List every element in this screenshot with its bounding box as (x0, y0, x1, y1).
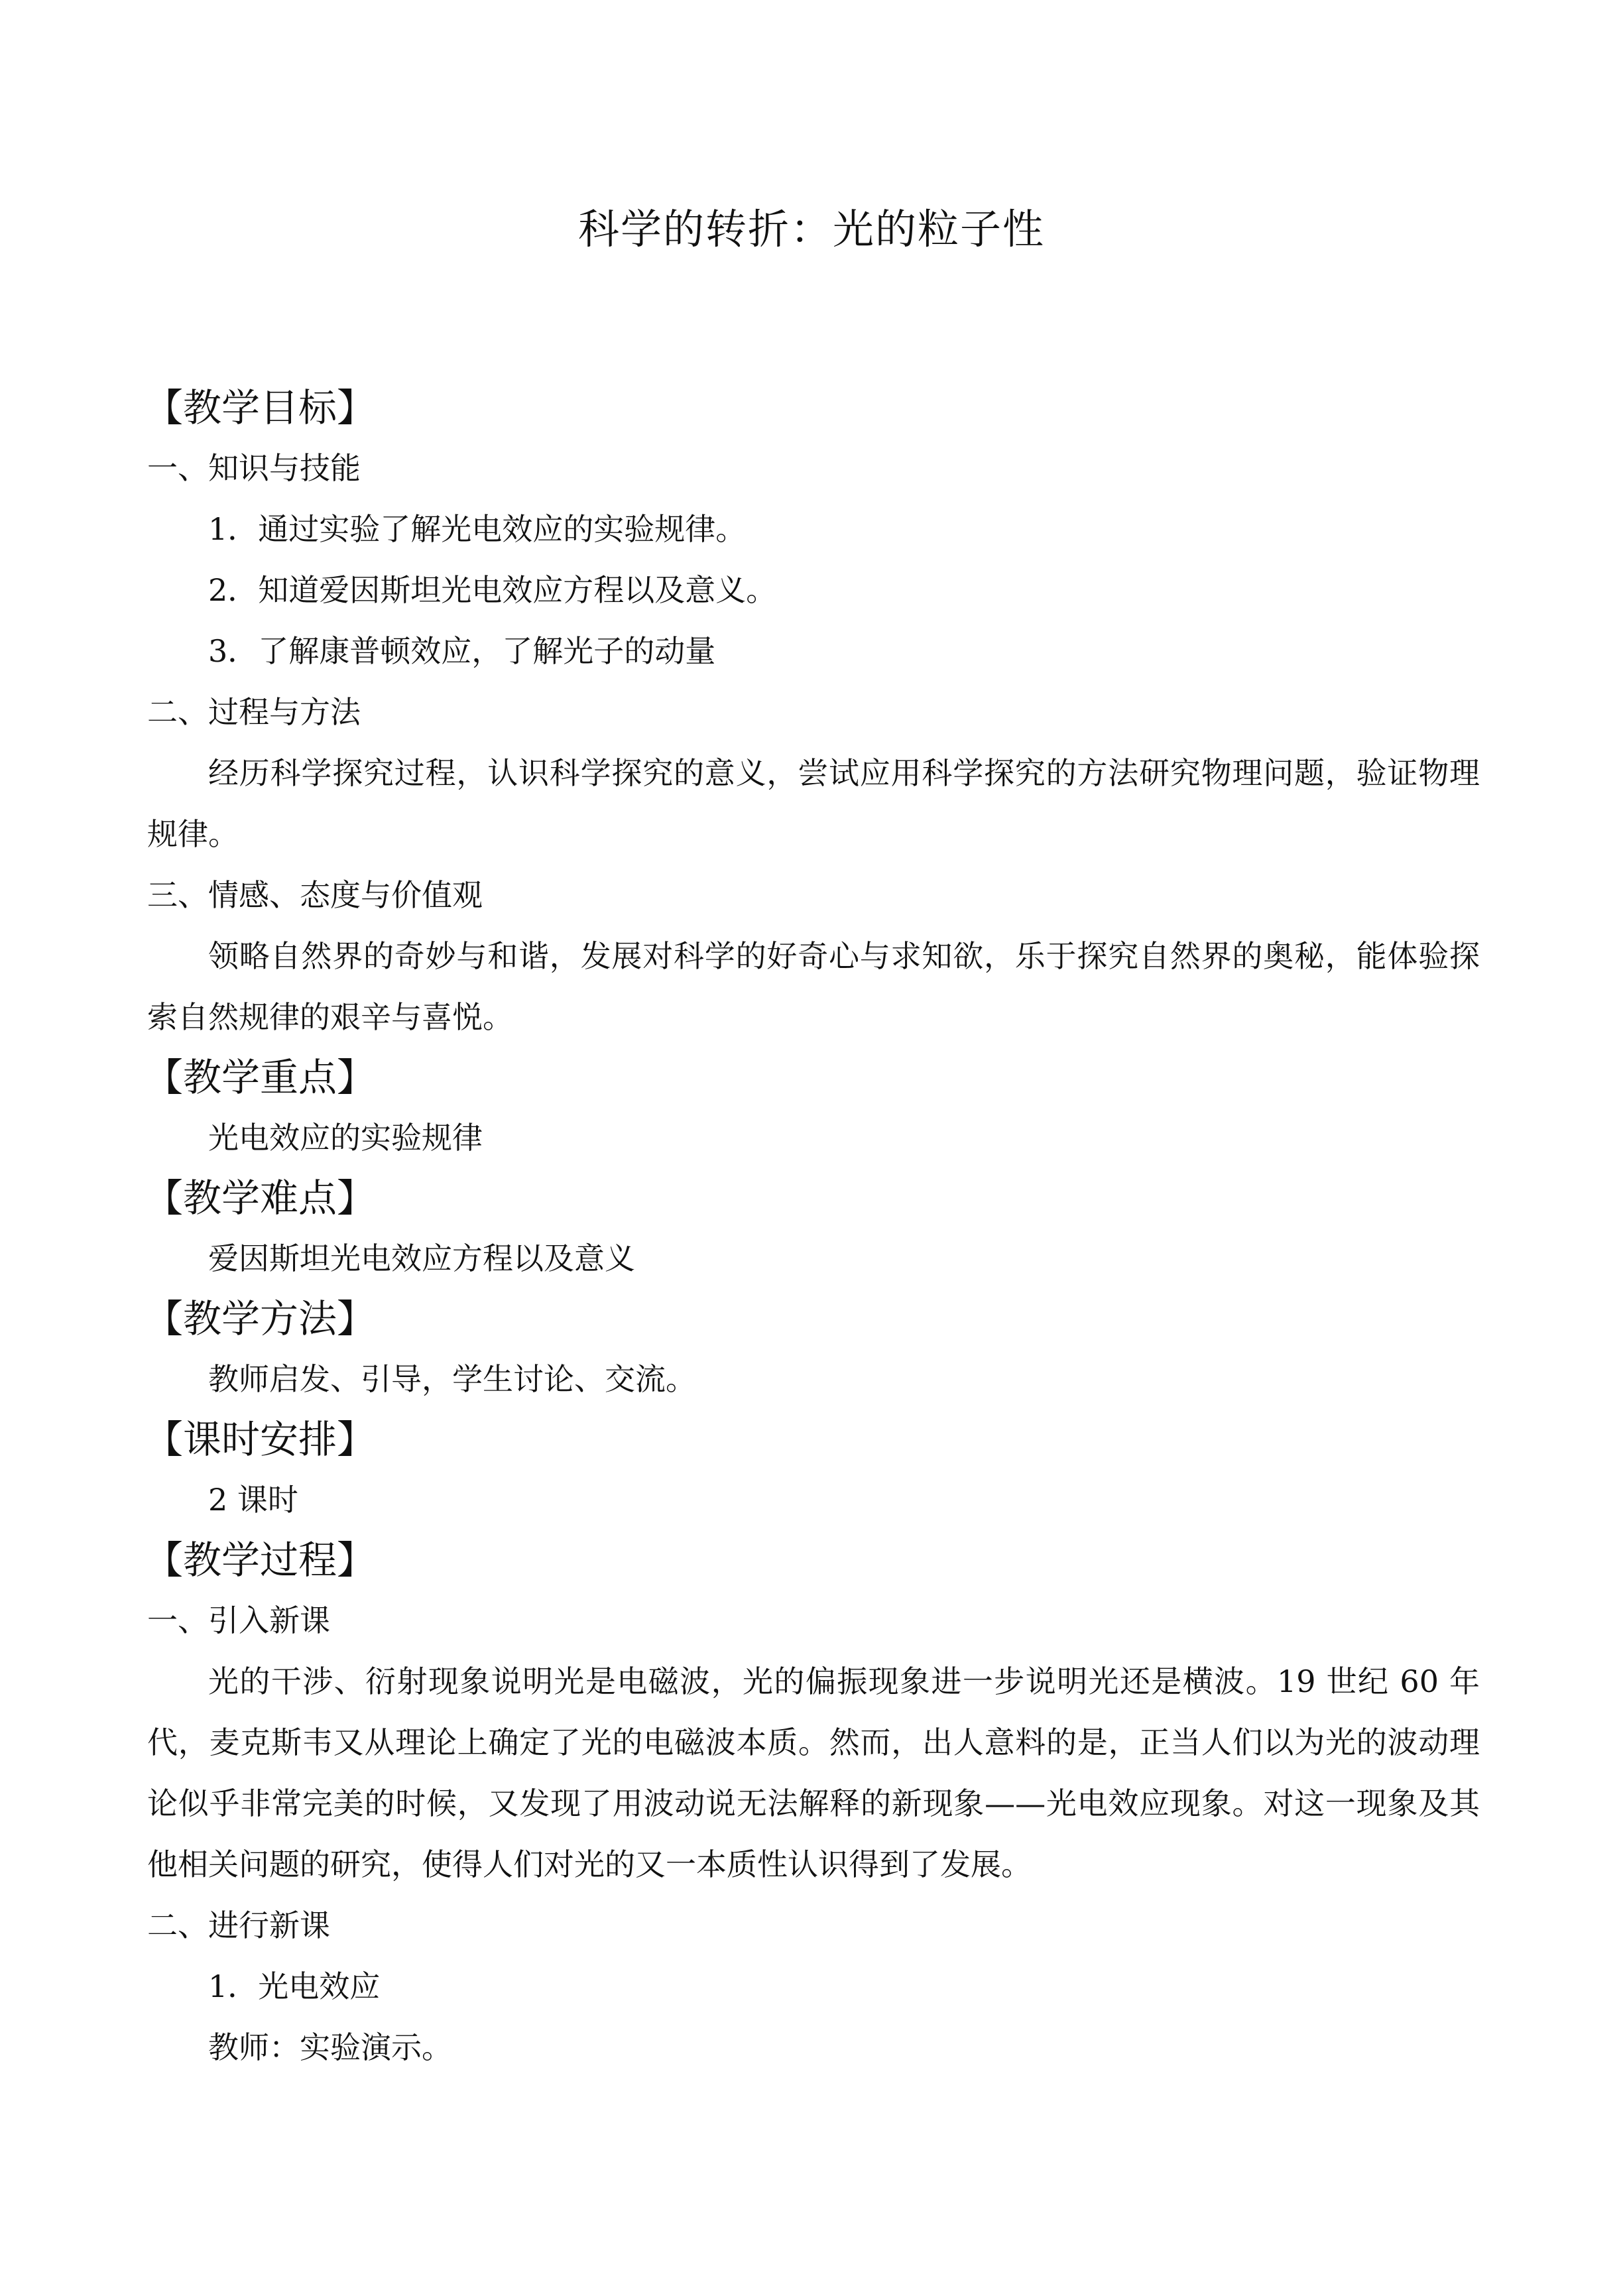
document-title: 科学的转折：光的粒子性 (577, 205, 1045, 253)
section-heading-schedule: 【课时安排】 (145, 1417, 376, 1462)
list-item-photoelectric: 1．光电效应 (208, 1968, 381, 2004)
section-heading-difficulties: 【教学难点】 (145, 1176, 376, 1221)
paragraph-schedule: 2 课时 (208, 1482, 298, 1518)
paragraph-intro: 光的干涉、衍射现象说明光是电磁波，光的偏振现象进一步说明光还是横波。19 世纪 60 年代，麦克斯韦又从理论上确定了光的电磁波本质。然而，出人意料的是，正当人们以为光的波动理论似乎非常完美的时候，又发现了用波动说无法解释的新现象——光电效应现象。对这一现象及其他相关问题的研究，使得人们对光的又一本质性认识得到了发展。 (147, 1663, 1480, 1882)
subheading-intro: 一、引入新课 (147, 1602, 330, 1638)
list-item: 2．知道爱因斯坦光电效应方程以及意义。 (208, 572, 777, 608)
section-heading-key-points: 【教学重点】 (145, 1055, 376, 1100)
subheading-new-lesson: 二、进行新课 (147, 1907, 330, 1943)
paragraph-emotion: 领略自然界的奇妙与和谐，发展对科学的好奇心与求知欲，乐于探究自然界的奥秘，能体验探索自然规律的艰辛与喜悦。 (147, 938, 1480, 1035)
paragraph-process: 经历科学探究过程，认识科学探究的意义，尝试应用科学探究的方法研究物理问题，验证物理规律。 (147, 755, 1480, 852)
paragraph-difficulties: 爱因斯坦光电效应方程以及意义 (208, 1240, 635, 1276)
subheading-process: 二、过程与方法 (147, 694, 361, 730)
list-item: 3．了解康普顿效应，了解光子的动量 (208, 633, 716, 669)
document-body (147, 378, 1480, 2078)
subheading-emotion: 三、情感、态度与价值观 (147, 877, 483, 913)
paragraph-demo: 教师：实验演示。 (208, 2029, 452, 2065)
paragraph-key-points: 光电效应的实验规律 (208, 1120, 483, 1156)
subheading-knowledge: 一、知识与技能 (147, 450, 361, 486)
section-heading-objectives: 【教学目标】 (145, 385, 376, 430)
list-item: 1．通过实验了解光电效应的实验规律。 (208, 511, 747, 547)
paragraph-methods: 教师启发、引导，学生讨论、交流。 (208, 1361, 696, 1397)
section-heading-procedure: 【教学过程】 (145, 1538, 376, 1583)
section-heading-methods: 【教学方法】 (145, 1296, 376, 1341)
